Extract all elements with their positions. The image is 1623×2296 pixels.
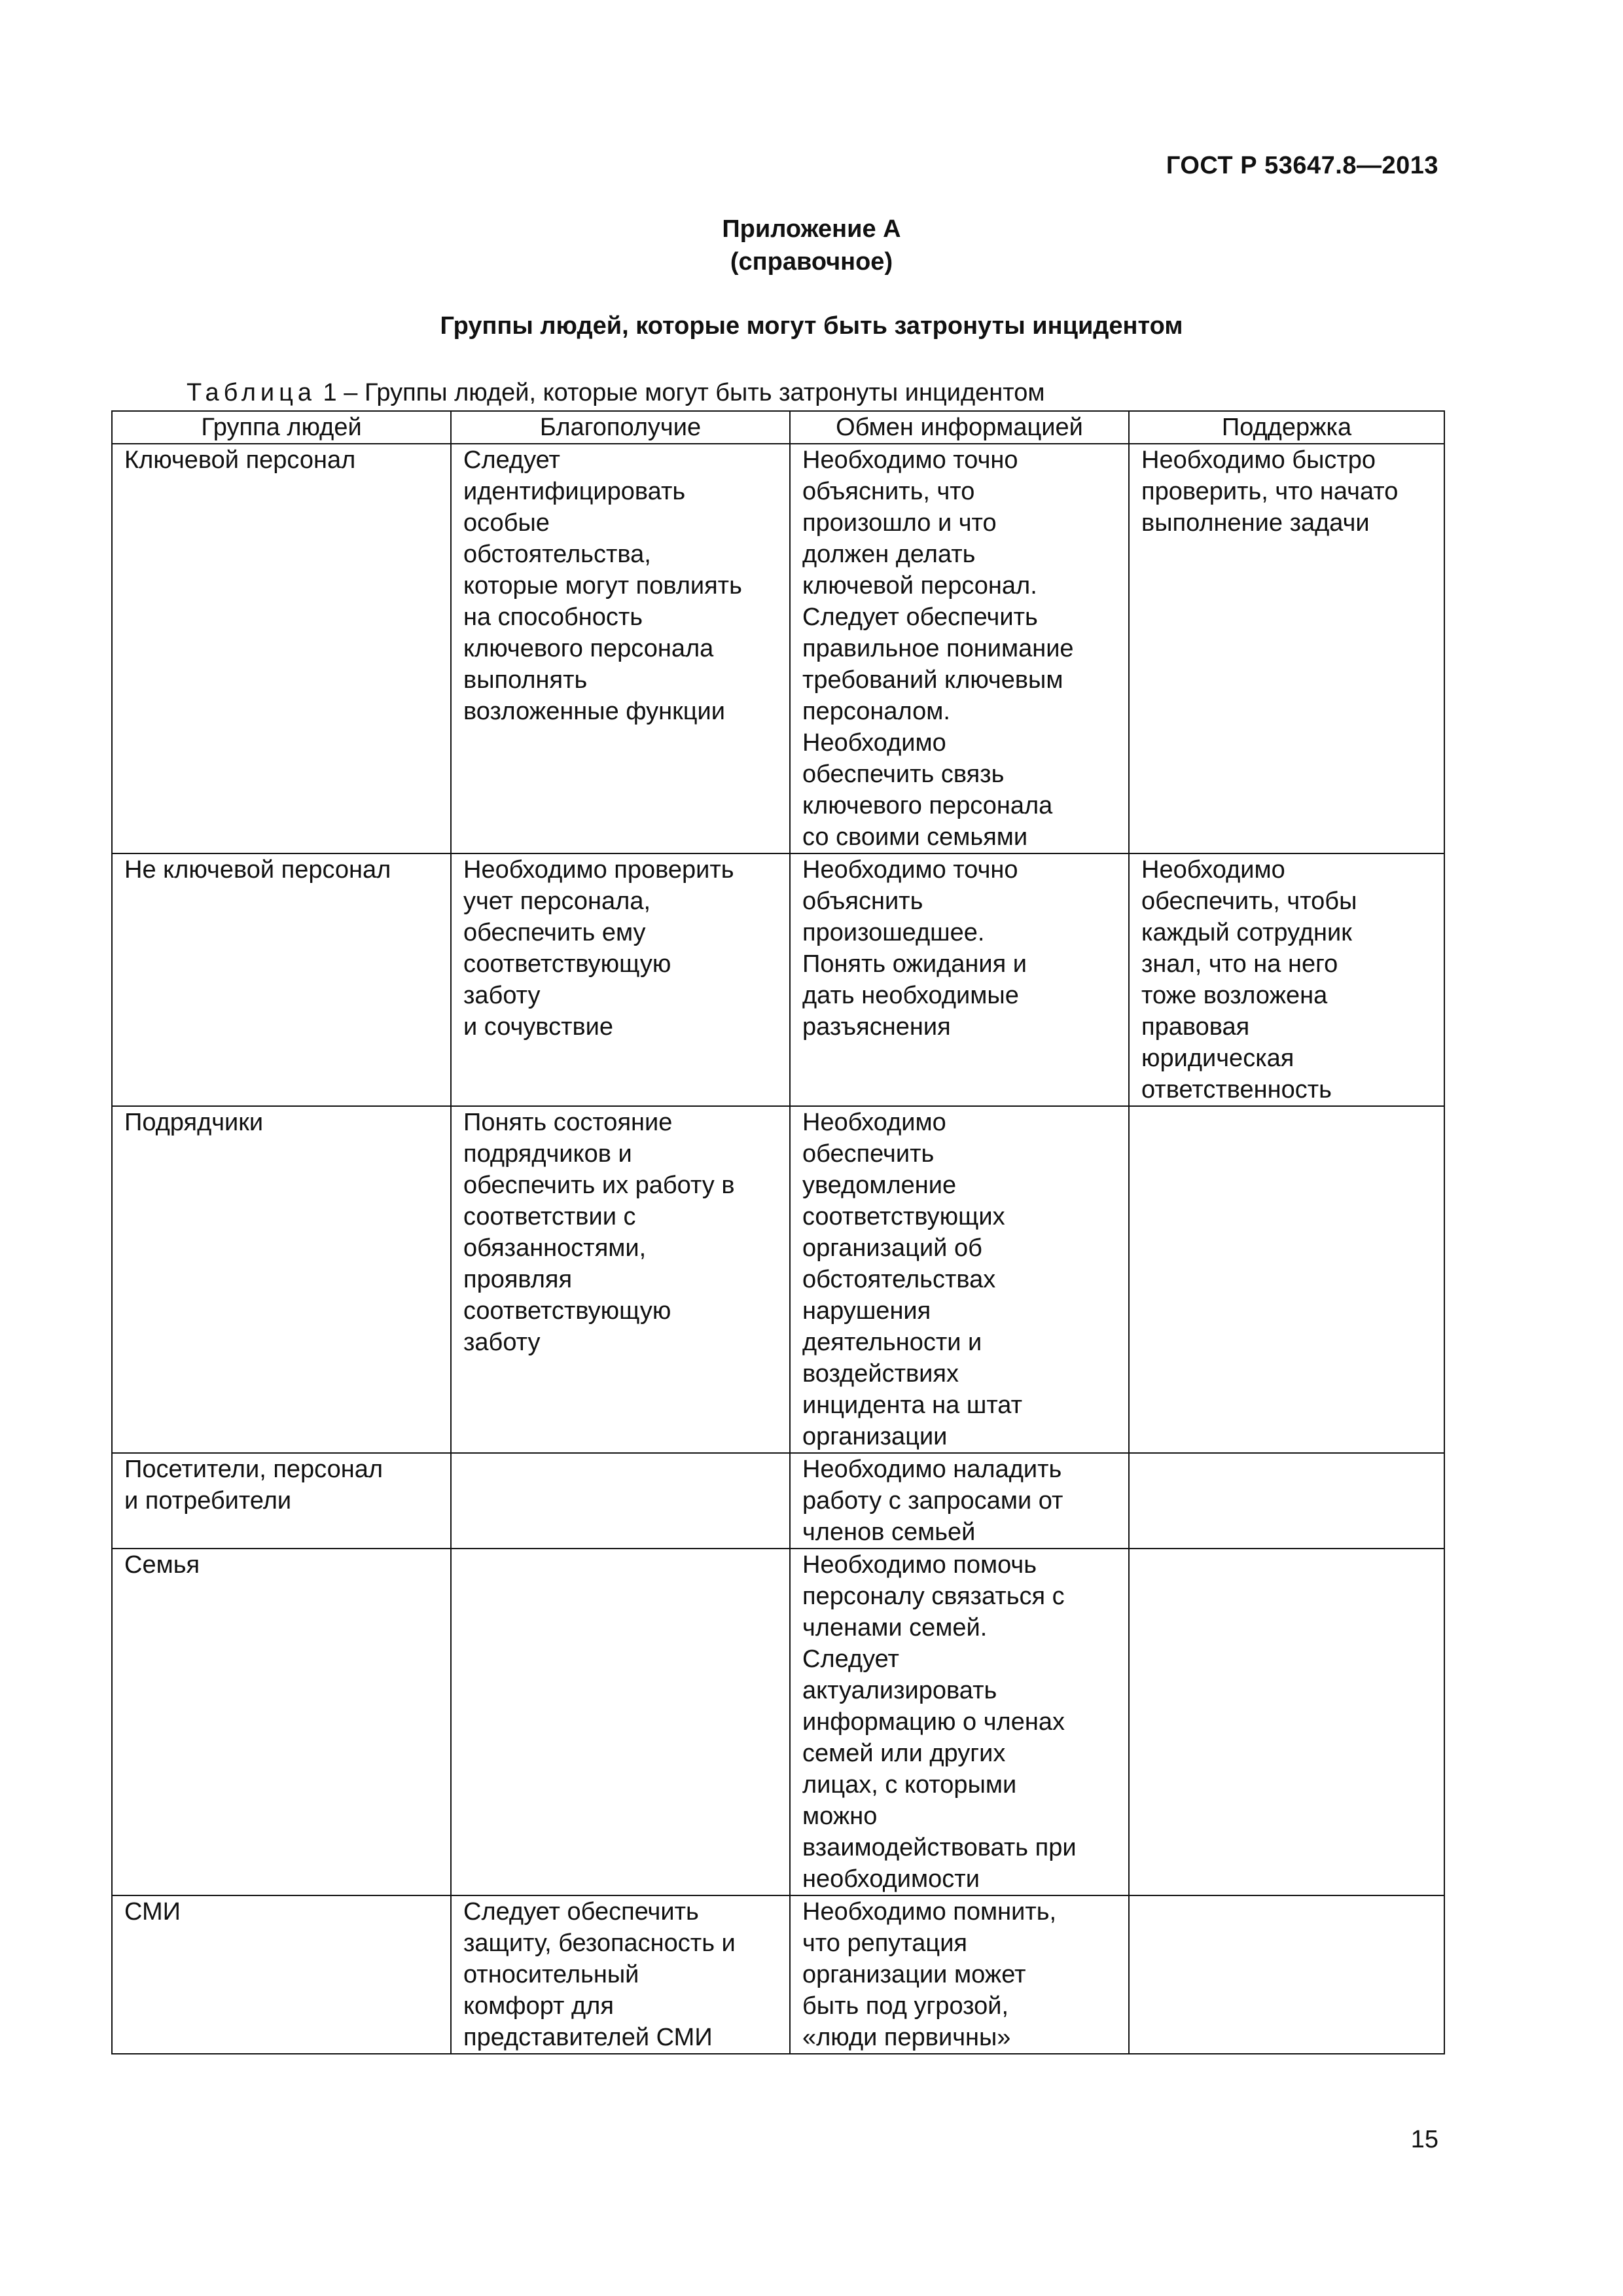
column-header-group: Группа людей — [112, 411, 451, 444]
table-caption-text: 1 – Группы людей, которые могут быть затронуты инцидентом — [316, 379, 1045, 406]
column-header-communication: Обмен информацией — [790, 411, 1129, 444]
annex-title: Группы людей, которые могут быть затронуты инцидентом — [440, 312, 1183, 340]
column-header-wellbeing: Благополучие — [451, 411, 790, 444]
cell-wellbeing: Необходимо проверить учет персонала, обеспечить ему соответствующую заботу и сочувствие — [451, 853, 790, 1106]
table-row — [112, 1453, 1444, 1549]
table-caption — [187, 378, 1045, 407]
table-header-row — [112, 411, 1444, 444]
cell-communication: Необходимо точно объяснить произошедшее. Понять ожидания и дать необходимые разъяснения — [790, 853, 1129, 1106]
affected-groups-table — [111, 410, 1445, 2054]
cell-communication: Необходимо наладить работу с запросами от членов семьей — [790, 1453, 1129, 1549]
table-row — [112, 1895, 1444, 2054]
table-row — [112, 853, 1444, 1106]
column-header-support: Поддержка — [1129, 411, 1444, 444]
cell-group: СМИ — [112, 1895, 451, 2054]
cell-wellbeing: Понять состояние подрядчиков и обеспечить их работу в соответствии с обязанностями, проявляя соответствующую заботу — [451, 1106, 790, 1453]
cell-wellbeing: Следует идентифицировать особые обстоятельства, которые могут повлиять на способность ключевого персонала выполнять возложенные функции — [451, 444, 790, 853]
cell-wellbeing — [451, 1453, 790, 1549]
page-number: 15 — [1410, 2126, 1438, 2153]
cell-communication: Необходимо точно объяснить, что произошло и что должен делать ключевой персонал. Следует обеспечить правильное понимание требований ключевым персоналом. Необходимо обеспечить связь ключевого персонала со своими семьями — [790, 444, 1129, 853]
table-row — [112, 1549, 1444, 1895]
annex-type: (справочное) — [730, 248, 893, 276]
cell-support — [1129, 1549, 1444, 1895]
annex-label: Приложение А — [722, 215, 901, 243]
cell-support: Необходимо обеспечить, чтобы каждый сотрудник знал, что на него тоже возложена правовая юридическая ответственность — [1129, 853, 1444, 1106]
annex-heading — [0, 213, 1623, 342]
table-row — [112, 444, 1444, 853]
table-caption-prefix: Таблица — [187, 379, 316, 406]
cell-support — [1129, 1106, 1444, 1453]
cell-wellbeing: Следует обеспечить защиту, безопасность и относительный комфорт для представителей СМИ — [451, 1895, 790, 2054]
cell-group: Подрядчики — [112, 1106, 451, 1453]
standard-code: ГОСТ Р 53647.8—2013 — [1166, 152, 1438, 179]
cell-wellbeing — [451, 1549, 790, 1895]
cell-support — [1129, 1895, 1444, 2054]
cell-support: Необходимо быстро проверить, что начато выполнение задачи — [1129, 444, 1444, 853]
cell-group: Семья — [112, 1549, 451, 1895]
cell-group: Ключевой персонал — [112, 444, 451, 853]
cell-group: Посетители, персонал и потребители — [112, 1453, 451, 1549]
cell-communication: Необходимо помнить, что репутация организации может быть под угрозой, «люди первичны» — [790, 1895, 1129, 2054]
cell-communication: Необходимо обеспечить уведомление соответствующих организаций об обстоятельствах нарушения деятельности и воздействиях инцидента на штат организации — [790, 1106, 1129, 1453]
table-row — [112, 1106, 1444, 1453]
cell-group: Не ключевой персонал — [112, 853, 451, 1106]
cell-support — [1129, 1453, 1444, 1549]
cell-communication: Необходимо помочь персоналу связаться с членами семей. Следует актуализировать информацию о членах семей или других лицах, с которыми можно взаимодействовать при необходимости — [790, 1549, 1129, 1895]
